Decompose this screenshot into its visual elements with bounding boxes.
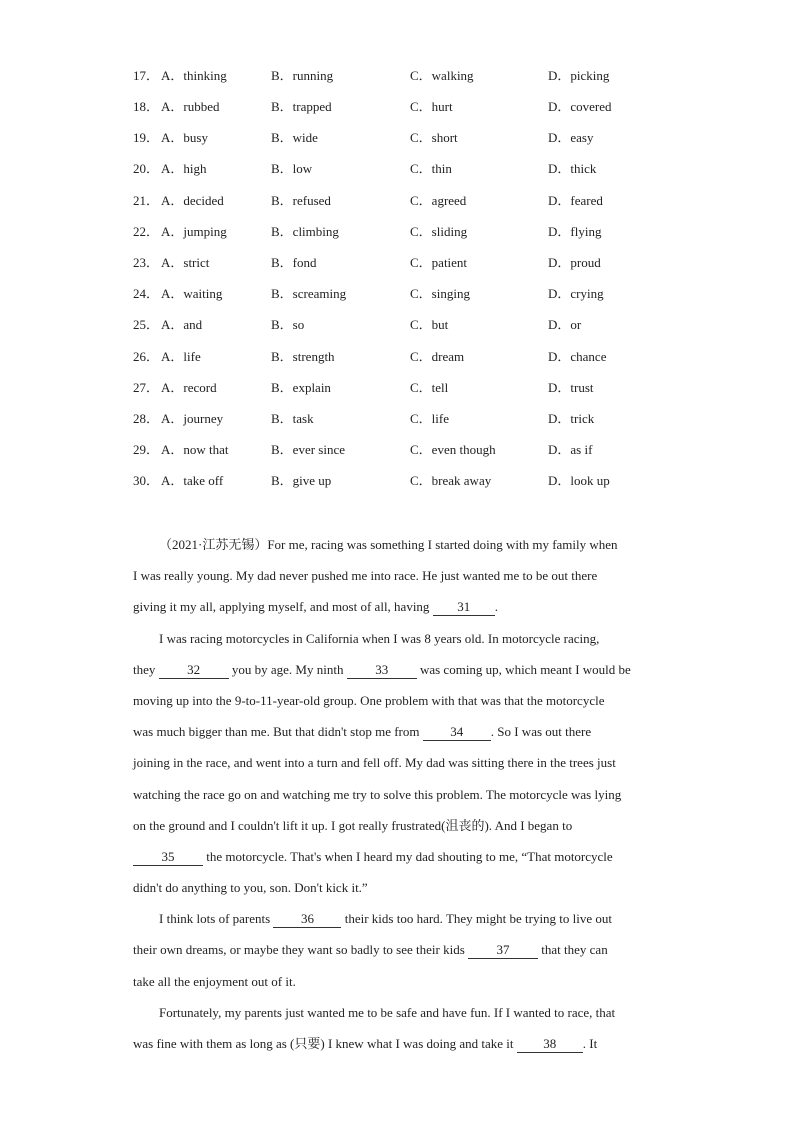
passage-line xyxy=(133,1028,663,1059)
question-22 xyxy=(133,222,693,242)
question-23 xyxy=(133,253,693,273)
option-c: C．dream xyxy=(410,349,465,364)
option-b: B．climbing xyxy=(271,224,339,239)
question-19 xyxy=(133,128,693,148)
passage-text: their own dreams, or maybe they want so badly to see their kids xyxy=(133,942,469,958)
question-24 xyxy=(133,284,693,304)
option-c: C．agreed xyxy=(410,193,467,208)
question-number: 29． xyxy=(133,442,160,457)
option-c: C．life xyxy=(410,411,449,426)
option-d: D．thick xyxy=(548,161,597,176)
option-c: C．even though xyxy=(410,442,496,457)
option-b: B．refused xyxy=(271,193,331,208)
option-d: D．chance xyxy=(548,349,607,364)
blank-38[interactable]: 38 xyxy=(517,1036,583,1053)
option-c: C．hurt xyxy=(410,99,453,114)
option-b: B．give up xyxy=(271,473,332,488)
option-c: C．but xyxy=(410,317,449,332)
passage-text: . So I was out there xyxy=(490,724,592,740)
option-d: D．look up xyxy=(548,473,610,488)
option-d: D．or xyxy=(548,317,582,332)
option-d: D．as if xyxy=(548,442,593,457)
option-b: B．fond xyxy=(271,255,317,270)
passage-line xyxy=(133,716,663,747)
option-b: B．trapped xyxy=(271,99,332,114)
option-d: D．covered xyxy=(548,99,612,114)
passage-text: was fine with them as long as (只要) I knew what I was doing and take it xyxy=(133,1036,517,1051)
passage-text: was coming up, which meant I would be xyxy=(416,661,631,677)
option-b: B．explain xyxy=(271,380,331,395)
passage-line: I was really young. My dad never pushed me into race. He just wanted me to be out there xyxy=(133,568,598,584)
blank-31[interactable]: 31 xyxy=(433,599,495,616)
passage-text: . It xyxy=(582,1036,598,1051)
blank-32[interactable]: 32 xyxy=(159,662,229,679)
option-d: D．trust xyxy=(548,380,594,395)
option-d: D．trick xyxy=(548,411,595,426)
option-b: B．ever since xyxy=(271,442,346,457)
passage-text: giving it my all, applying myself, and most of all, having xyxy=(133,599,433,615)
option-c: C．thin xyxy=(410,161,452,176)
question-number: 21． xyxy=(133,193,160,208)
option-a: A．decided xyxy=(161,193,224,208)
reading-passage xyxy=(133,529,663,1059)
passage-line: I was racing motorcycles in California when I was 8 years old. In motorcycle racing, xyxy=(159,630,600,646)
option-b: B．low xyxy=(271,161,313,176)
passage-text: they xyxy=(133,661,159,677)
option-a: A．take off xyxy=(161,473,224,488)
question-number: 25． xyxy=(133,317,160,332)
question-25 xyxy=(133,315,693,335)
question-28 xyxy=(133,409,693,429)
question-number: 19． xyxy=(133,130,160,145)
option-a: A．and xyxy=(161,317,203,332)
option-c: C．walking xyxy=(410,68,474,83)
passage-line xyxy=(133,903,663,934)
question-29 xyxy=(133,440,693,460)
question-26 xyxy=(133,347,693,367)
option-a: A．waiting xyxy=(161,286,223,301)
option-d: D．easy xyxy=(548,130,594,145)
passage-line xyxy=(133,934,663,965)
question-number: 28． xyxy=(133,411,160,426)
option-a: A．record xyxy=(161,380,217,395)
option-d: D．feared xyxy=(548,193,603,208)
passage-line xyxy=(133,591,663,622)
passage-line xyxy=(133,654,663,685)
passage-text: their kids too hard. They might be trying to live out xyxy=(341,911,613,927)
blank-34[interactable]: 34 xyxy=(423,724,491,741)
blank-36[interactable]: 36 xyxy=(273,911,341,928)
blank-33[interactable]: 33 xyxy=(347,662,417,679)
option-c: C．tell xyxy=(410,380,449,395)
question-number: 20． xyxy=(133,161,160,176)
passage-text: that they can xyxy=(538,942,608,958)
question-number: 26． xyxy=(133,349,160,364)
passage-text: you by age. My ninth xyxy=(228,661,347,677)
question-30 xyxy=(133,471,693,491)
option-d: D．picking xyxy=(548,68,610,83)
question-number: 24． xyxy=(133,286,160,301)
option-b: B．so xyxy=(271,317,305,332)
option-b: B．wide xyxy=(271,130,318,145)
question-20 xyxy=(133,159,693,179)
passage-text: . xyxy=(494,599,498,615)
option-a: A．jumping xyxy=(161,224,227,239)
question-number: 23． xyxy=(133,255,160,270)
option-b: B．strength xyxy=(271,349,335,364)
question-number: 18． xyxy=(133,99,160,114)
option-c: C．short xyxy=(410,130,458,145)
passage-line: didn't do anything to you, son. Don't kick it.” xyxy=(133,880,368,896)
blank-35[interactable]: 35 xyxy=(133,849,203,866)
option-a: A．strict xyxy=(161,255,210,270)
passage-line: （2021·江苏无锡）For me, racing was something I started doing with my family when xyxy=(159,537,618,552)
option-d: D．crying xyxy=(548,286,604,301)
passage-line xyxy=(133,841,663,872)
passage-text: was much bigger than me. But that didn't stop me from xyxy=(133,724,423,740)
passage-line: on the ground and I couldn't lift it up. I got really frustrated(沮丧的). And I began to xyxy=(133,817,573,833)
option-a: A．busy xyxy=(161,130,208,145)
option-a: A．journey xyxy=(161,411,224,426)
option-c: C．singing xyxy=(410,286,470,301)
passage-line: Fortunately, my parents just wanted me to be safe and have fun. If I wanted to race, that xyxy=(159,1004,616,1020)
passage-line: watching the race go on and watching me try to solve this problem. The motorcycle was lying xyxy=(133,786,622,802)
option-a: A．life xyxy=(161,349,201,364)
option-a: A．high xyxy=(161,161,207,176)
question-number: 17． xyxy=(133,68,160,83)
option-d: D．proud xyxy=(548,255,601,270)
passage-text: the motorcycle. That's when I heard my dad shouting to me, “That motorcycle xyxy=(203,848,613,864)
passage-line: take all the enjoyment out of it. xyxy=(133,973,296,989)
option-d: D．flying xyxy=(548,224,602,239)
option-b: B．task xyxy=(271,411,314,426)
question-27 xyxy=(133,378,693,398)
passage-line: moving up into the 9-to-11-year-old group. One problem with that was that the motorcycle xyxy=(133,692,605,708)
question-21 xyxy=(133,191,693,211)
option-c: C．break away xyxy=(410,473,492,488)
question-17 xyxy=(133,66,693,86)
question-number: 27． xyxy=(133,380,160,395)
question-number: 30． xyxy=(133,473,160,488)
blank-37[interactable]: 37 xyxy=(468,942,538,959)
option-b: B．screaming xyxy=(271,286,347,301)
question-18 xyxy=(133,97,693,117)
passage-line: joining in the race, and went into a turn and fell off. My dad was sitting there in the trees just xyxy=(133,755,616,771)
option-a: A．thinking xyxy=(161,68,227,83)
option-b: B．running xyxy=(271,68,334,83)
passage-text: I think lots of parents xyxy=(159,911,274,927)
option-c: C．sliding xyxy=(410,224,468,239)
option-c: C．patient xyxy=(410,255,468,270)
option-a: A．rubbed xyxy=(161,99,220,114)
question-number: 22． xyxy=(133,224,160,239)
option-a: A．now that xyxy=(161,442,229,457)
